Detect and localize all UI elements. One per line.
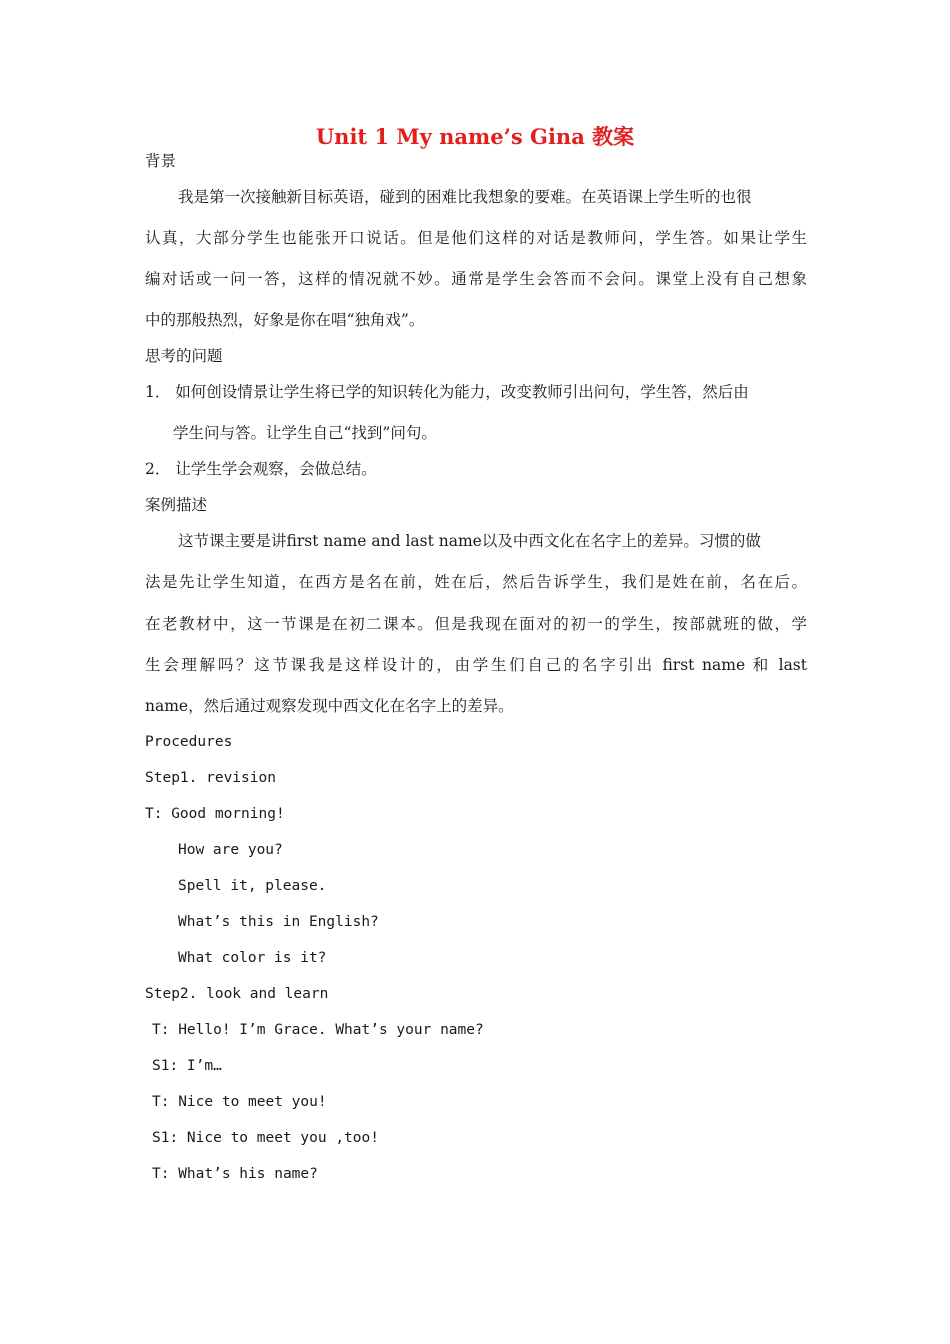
case-line-1: 这节课主要是讲first name and last name以及中西文化在名字上的差异。习惯的做 [178,532,761,550]
case-line-5: name，然后通过观察发现中西文化在名字上的差异。 [145,697,514,715]
dialogue-line: T: What’s his name? [152,1166,318,1182]
background-line-1: 我是第一次接触新目标英语，碰到的困难比我想象的要难。在英语课上学生听的也很 [178,188,752,206]
case-line-2: 法是先让学生知道，在西方是名在前，姓在后，然后告诉学生，我们是姓在前，名在后。 [145,573,807,591]
procedures-heading: Procedures [145,734,233,750]
page-title: Unit 1 My name’s Gina 教案 [315,124,635,149]
step1-line: How are you? [178,842,283,858]
background-heading: 背景 [145,152,177,170]
dialogue-line: T: Nice to meet you! [152,1094,327,1110]
background-line-3: 编对话或一问一答，这样的情况就不妙。通常是学生会答而不会问。课堂上没有自己想象 [145,270,807,288]
dialogue-line: S1: Nice to meet you ,too! [152,1130,379,1146]
question-1-line-1: 1． 如何创设情景让学生将已学的知识转化为能力，改变教师引出问句，学生答，然后由 [145,383,749,401]
step1-heading: Step1. revision [145,770,276,786]
step1-line: Spell it, please. [178,878,327,894]
step1-teacher-line: T: Good morning! [145,806,285,822]
step2-heading: Step2. look and learn [145,986,329,1002]
step1-line: What color is it? [178,950,327,966]
dialogue-line: S1: I’m… [152,1058,222,1074]
question-2: 2． 让学生学会观察，会做总结。 [145,460,377,478]
dialogue-line: T: Hello! I’m Grace. What’s your name? [152,1022,484,1038]
background-line-4: 中的那般热烈，好象是你在唱“独角戏”。 [145,311,425,329]
question-1-line-2: 学生问与答。让学生自己“找到”问句。 [173,424,437,442]
case-line-4: 生会理解吗？这节课我是这样设计的，由学生们自己的名字引出 first name 和 last [145,656,807,674]
case-heading: 案例描述 [145,496,208,514]
case-line-3: 在老教材中，这一节课是在初二课本。但是我现在面对的初一的学生，按部就班的做，学 [145,615,807,633]
background-line-2: 认真，大部分学生也能张开口说话。但是他们这样的对话是教师问，学生答。如果让学生 [145,229,807,247]
step1-line: What’s this in English? [178,914,379,930]
questions-heading: 思考的问题 [145,347,223,365]
